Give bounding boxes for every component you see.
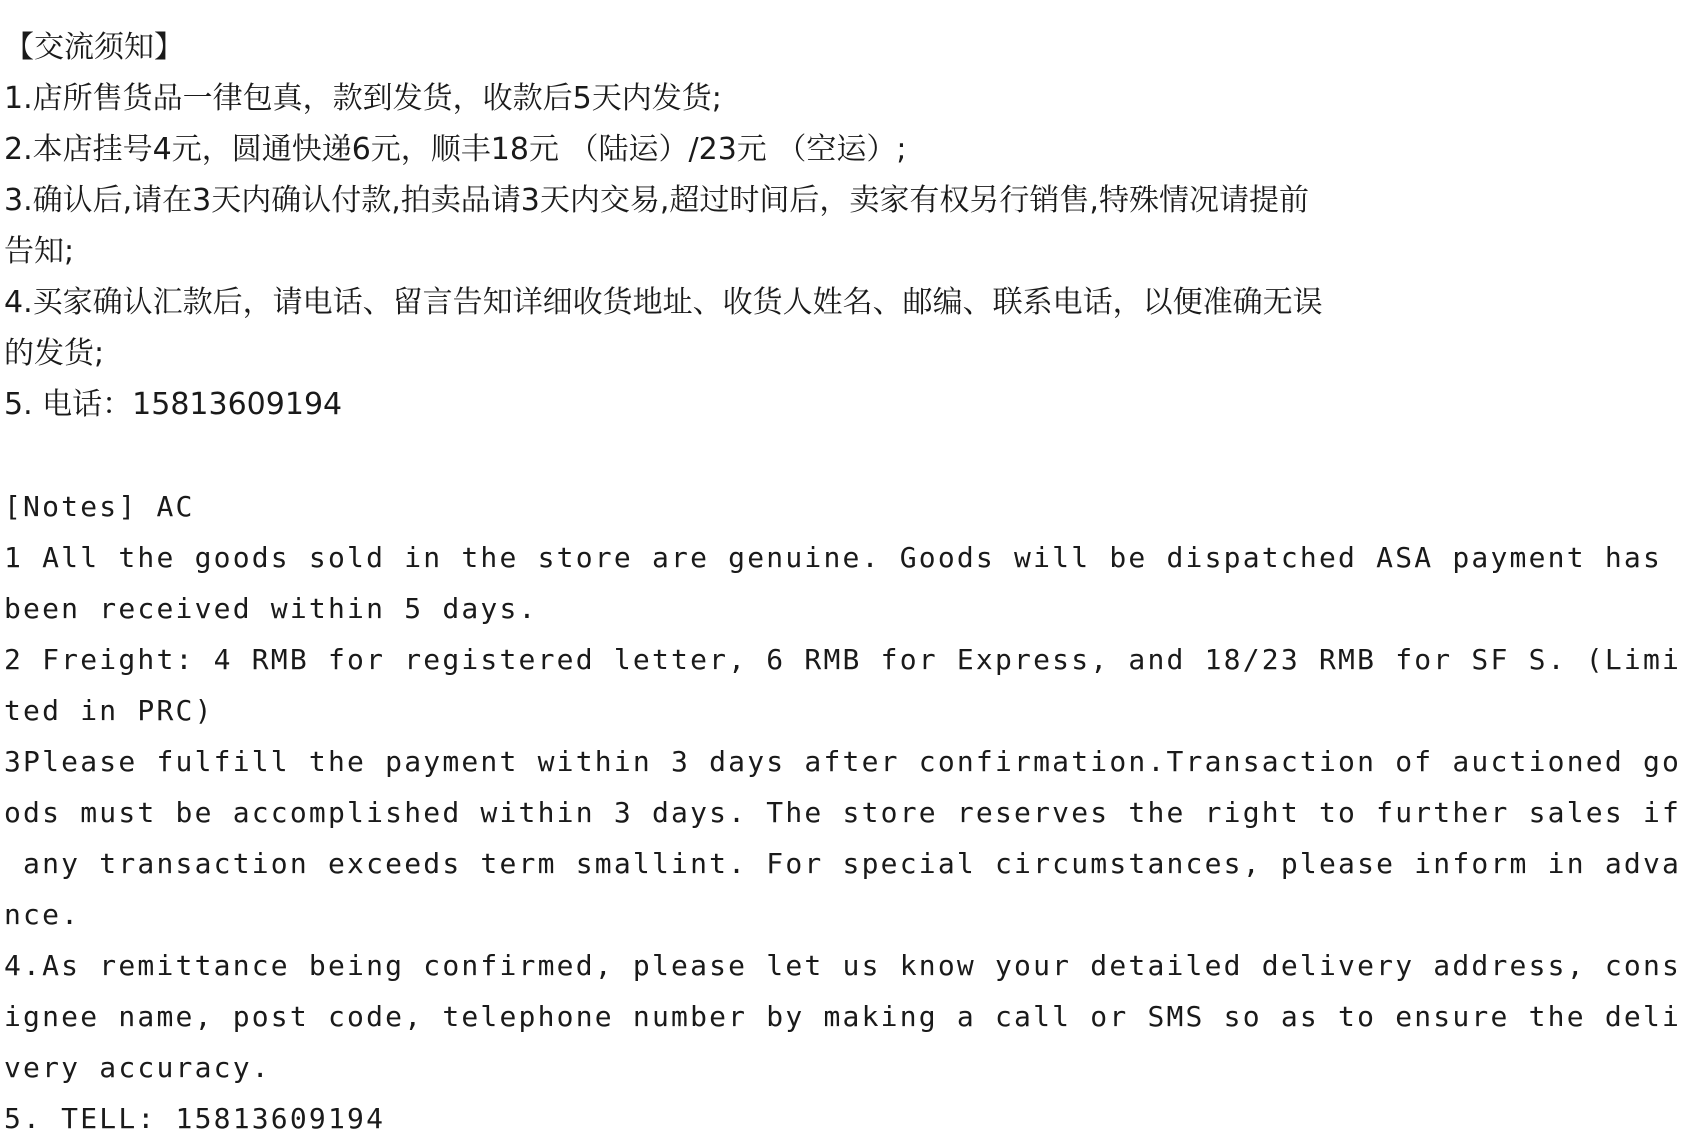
- english-notice-phone: 5. TELL: 15813609194: [4, 1102, 386, 1135]
- english-notice-line: ods must be accomplished within 3 days. The store reserves the right to further sales if: [4, 796, 1681, 829]
- english-notice-line: very accuracy.: [4, 1051, 271, 1084]
- chinese-notice-line: 告知;: [4, 234, 75, 269]
- english-notice-line: 3Please fulfill the payment within 3 days after confirmation.Transaction of auctioned go: [4, 745, 1681, 778]
- english-notice-line: 4.As remittance being confirmed, please let us know your detailed delivery address, cons: [4, 949, 1681, 982]
- english-notice-line: nce.: [4, 898, 81, 931]
- chinese-notice-line: 1.店所售货品一律包真，款到发货，收款后5天内发货;: [4, 81, 722, 116]
- chinese-notice-line: 3.确认后,请在3天内确认付款,拍卖品请3天内交易,超过时间后，卖家有权另行销售,特殊情况请提前: [4, 183, 1309, 218]
- english-notice-line: any transaction exceeds term smallint. For special circumstances, please inform in adva: [4, 847, 1681, 880]
- english-notice-heading: [Notes] AC: [4, 490, 195, 523]
- english-notice-line: 1 All the goods sold in the store are genuine. Goods will be dispatched ASA payment has: [4, 541, 1662, 574]
- chinese-notice-line: 的发货;: [4, 336, 105, 371]
- notice-document: [4, 22, 1681, 1144]
- chinese-notice-line: 4.买家确认汇款后，请电话、留言告知详细收货地址、收货人姓名、邮编、联系电话，以便准确无误: [4, 285, 1323, 320]
- section-spacer: [4, 430, 1499, 481]
- english-notice-line: 2 Freight: 4 RMB for registered letter, 6 RMB for Express, and 18/23 RMB for SF S. (Limi: [4, 643, 1681, 676]
- chinese-notice-heading: 【交流须知】: [4, 30, 184, 65]
- english-notice-line: been received within 5 days.: [4, 592, 538, 625]
- chinese-notice-phone: 5. 电话：15813609194: [4, 387, 343, 422]
- english-notice-line: ted in PRC): [4, 694, 214, 727]
- english-notice-line: ignee name, post code, telephone number by making a call or SMS so as to ensure the deli: [4, 1000, 1681, 1033]
- chinese-notice-line: 2.本店挂号4元，圆通快递6元，顺丰18元 （陆运）/23元 （空运）;: [4, 132, 907, 167]
